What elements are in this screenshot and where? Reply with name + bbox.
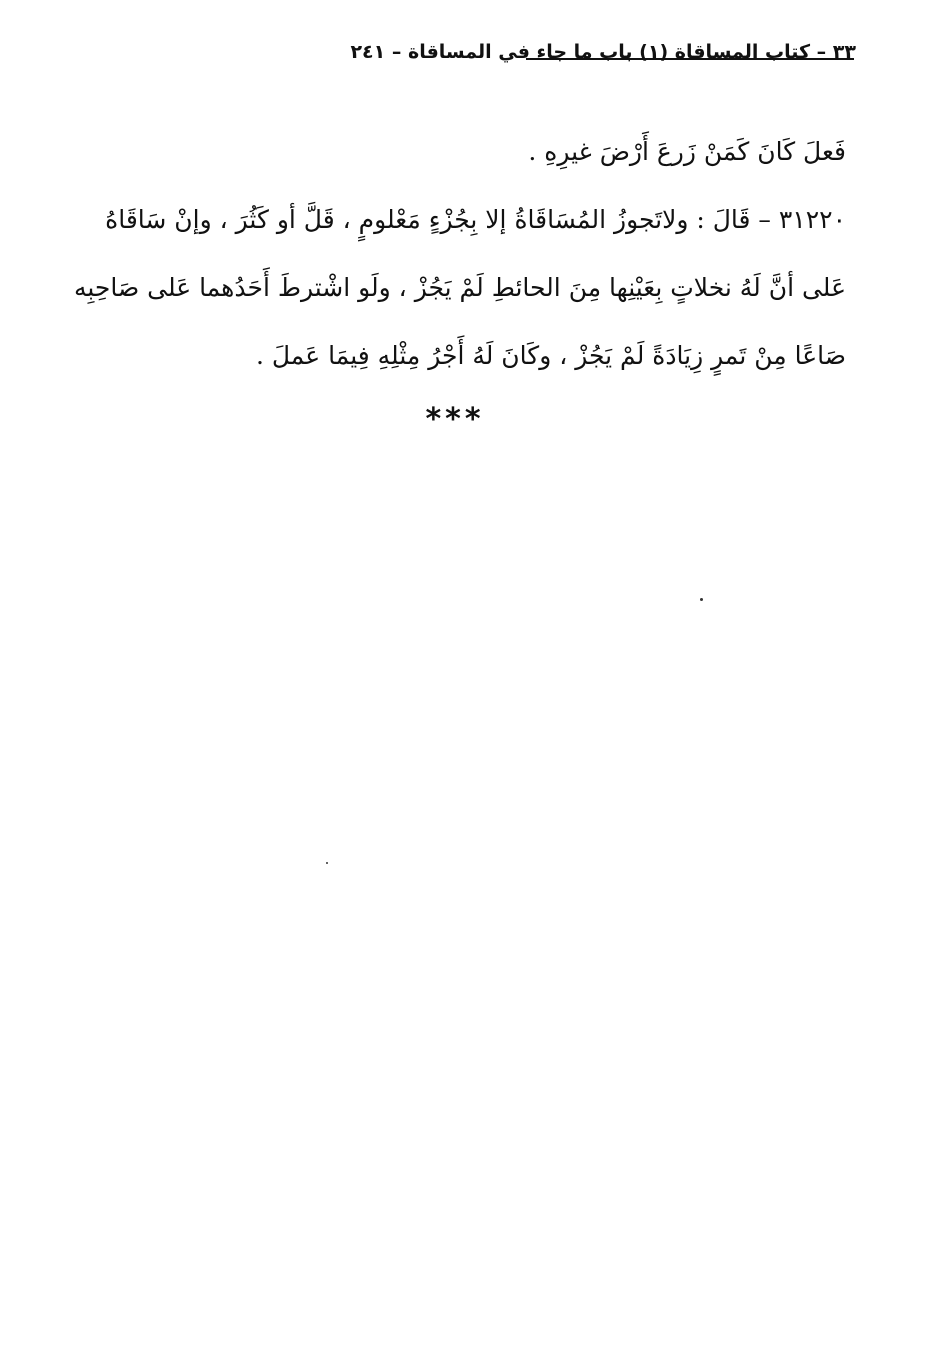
section-divider-stars: ***	[425, 402, 485, 437]
header-title: ٣٣ – كتاب المساقاة (١) باب ما جاء في المساقاة – ٢٤١	[350, 41, 856, 63]
scan-speck	[700, 598, 703, 601]
body-text	[60, 118, 846, 390]
text-line-2: ٣١٢٢٠ – قَالَ : ولاتَجوزُ المُسَاقَاةُ إلا بِجُزْءٍ مَعْلومٍ ، قَلَّ أو كَثُرَ ، وإنْ سَاقَاهُ	[105, 205, 846, 234]
scan-speck	[326, 862, 328, 864]
text-line-3: عَلى أنَّ لَهُ نخلاتٍ بِعَيْنِها مِنَ الحائطِ لَمْ يَجُزْ ، ولَو اشْترطَ أَحَدُهما عَلى صَاحِبِه	[73, 273, 846, 302]
running-header	[78, 38, 856, 78]
text-line-1: فَعلَ كَانَ كَمَنْ زَرعَ أَرْضَ غيرِهِ .	[528, 137, 846, 166]
text-line-4: صَاعًا مِنْ تَمرٍ زِيَادَةً لَمْ يَجُزْ ، وكَانَ لَهُ أَجْرُ مِثْلِهِ فِيمَا عَملَ .	[255, 341, 846, 370]
